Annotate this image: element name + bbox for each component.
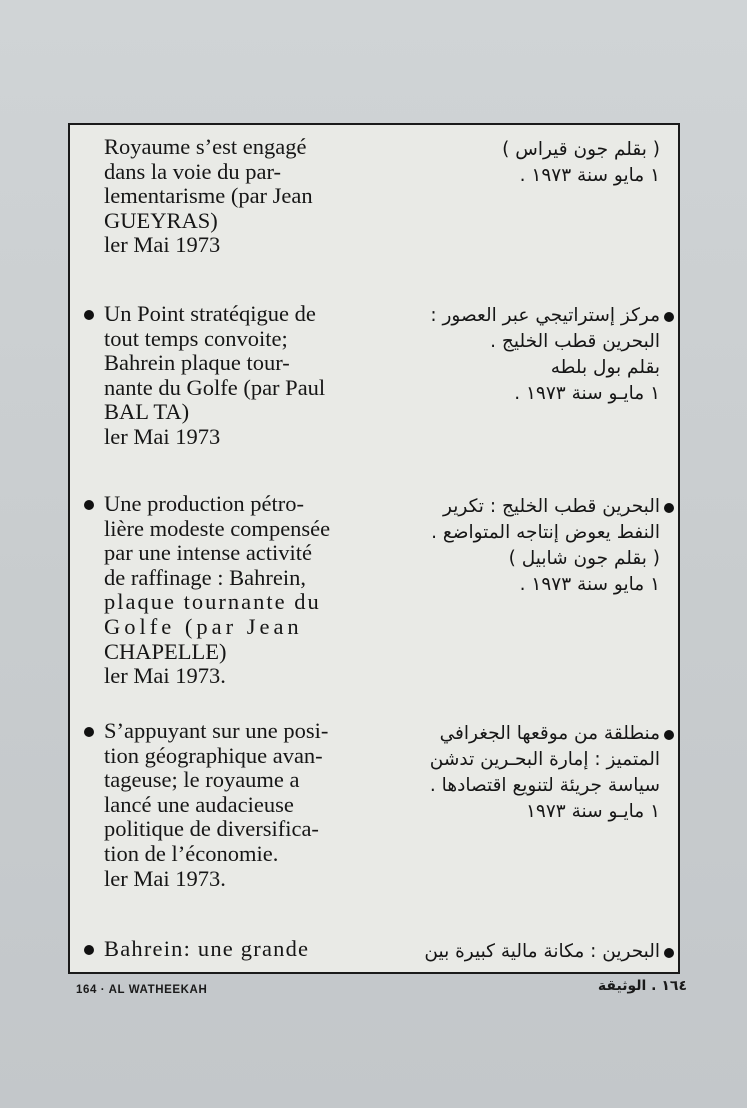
footer-page-label-arabic: ١٦٤ . الوثيقة bbox=[597, 978, 687, 994]
article-frame bbox=[68, 123, 680, 974]
text-line: ler Mai 1973. bbox=[104, 865, 226, 891]
text-line: dans la voie du par- bbox=[104, 158, 281, 184]
text-line: بقلم بول بلطه bbox=[550, 357, 660, 378]
arabic-entry-5 bbox=[374, 939, 660, 965]
text-line: ( بقلم جون شابيل ) bbox=[508, 548, 660, 569]
french-entry-4 bbox=[94, 719, 364, 891]
text-line: ( بقلم جون قيراس ) bbox=[502, 139, 660, 160]
arabic-entry-1 bbox=[374, 137, 660, 189]
text-line: BAL TA) bbox=[104, 399, 190, 425]
text-line: plaque tournante du bbox=[104, 589, 321, 615]
text-line: tout temps convoite; bbox=[104, 325, 288, 351]
text-line: Bahrein: une grande bbox=[104, 936, 310, 961]
text-line: CHAPELLE) bbox=[104, 638, 227, 664]
text-line: ١ مايو سنة ١٩٧٣ . bbox=[519, 165, 660, 186]
text-line: ١ مايـو سنة ١٩٧٣ bbox=[525, 801, 660, 822]
text-line: سياسة جريئة لتنويع اقتصادها . bbox=[429, 775, 660, 796]
bullet-icon bbox=[84, 500, 94, 510]
text-line: lière modeste compensée bbox=[104, 515, 331, 541]
arabic-entry-3 bbox=[374, 494, 660, 598]
footer-page-label-latin: 164 · AL WATHEEKAH bbox=[76, 984, 208, 996]
bullet-icon bbox=[84, 945, 94, 955]
bullet-icon bbox=[664, 312, 674, 322]
text-line: البحرين : مكانة مالية كبيرة بين bbox=[424, 941, 660, 962]
bullet-icon bbox=[84, 310, 94, 320]
text-line: tageuse; le royaume a bbox=[104, 767, 300, 793]
text-line: lancé une audacieuse bbox=[104, 791, 294, 817]
text-line: ler Mai 1973 bbox=[104, 232, 221, 258]
arabic-entry-2 bbox=[374, 303, 660, 407]
text-line: البحرين قطب الخليج . bbox=[490, 331, 660, 352]
text-line: de raffinage : Bahrein, bbox=[104, 564, 306, 590]
bullet-icon bbox=[664, 503, 674, 513]
text-line: S’appuyant sur une posi- bbox=[104, 718, 329, 743]
text-line: lementarisme (par Jean bbox=[104, 183, 313, 209]
text-line: Bahrein plaque tour- bbox=[104, 350, 290, 376]
text-line: Golfe (par Jean bbox=[104, 613, 303, 639]
bullet-icon bbox=[84, 727, 94, 737]
french-entry-2 bbox=[94, 302, 364, 450]
text-line: البحرين قطب الخليج : تكرير bbox=[443, 496, 660, 517]
arabic-entry-4 bbox=[374, 721, 660, 825]
bullet-icon bbox=[664, 730, 674, 740]
text-line: tion de l’économie. bbox=[104, 840, 279, 866]
text-line: النفط يعوض إنتاجه المتواضع . bbox=[431, 522, 660, 543]
text-line: ١ مايو سنة ١٩٧٣ . bbox=[519, 574, 660, 595]
text-line: ler Mai 1973 bbox=[104, 423, 221, 449]
text-line: ١ مايـو سنة ١٩٧٣ . bbox=[514, 383, 660, 404]
text-line: GUEYRAS) bbox=[104, 207, 218, 233]
text-line: Royaume s’est engagé bbox=[104, 134, 307, 159]
french-entry-1 bbox=[94, 135, 364, 258]
text-line: ler Mai 1973. bbox=[104, 663, 226, 689]
french-entry-5 bbox=[94, 937, 364, 962]
bullet-icon bbox=[664, 948, 674, 958]
text-line: tion géographique avan- bbox=[104, 742, 323, 768]
text-line: politique de diversifica- bbox=[104, 816, 319, 842]
text-line: مركز إستراتيجي عبر العصور : bbox=[430, 305, 660, 326]
text-line: nante du Golfe (par Paul bbox=[104, 374, 326, 400]
text-line: المتميز : إمارة البحـرين تدشن bbox=[429, 749, 660, 770]
text-line: par une intense activité bbox=[104, 540, 313, 566]
text-line: Un Point stratéqigue de bbox=[104, 301, 316, 326]
text-line: Une production pétro- bbox=[104, 491, 304, 516]
french-entry-3 bbox=[94, 492, 364, 689]
text-line: منطلقة من موقعها الجغرافي bbox=[439, 723, 660, 744]
